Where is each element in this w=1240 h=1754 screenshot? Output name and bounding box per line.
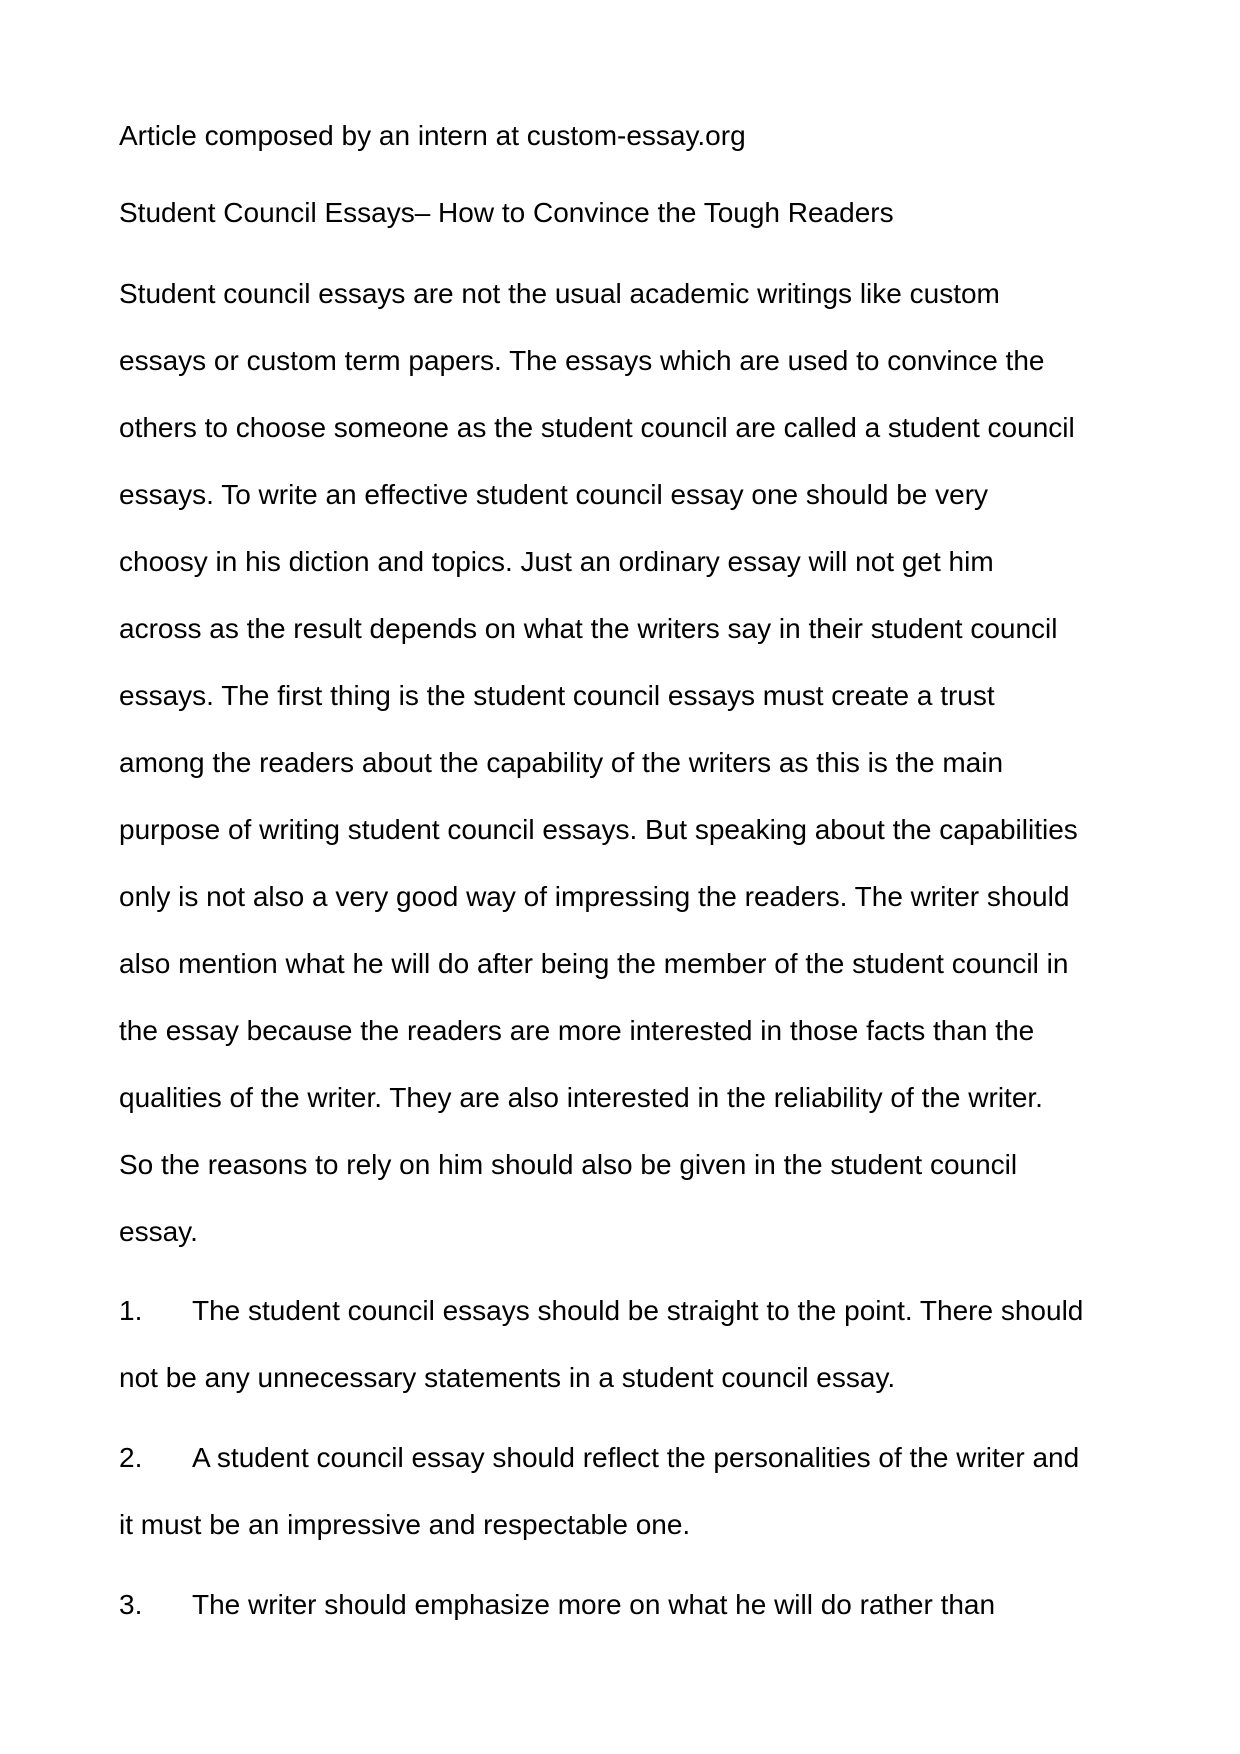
list-item-text: A student council essay should reflect the personalities of the writer and [192,1442,1080,1473]
list-item-continuation: not be any unnecessary statements in a student council essay. [119,1362,896,1393]
attribution-line: Article composed by an intern at custom-essay.org [119,120,746,151]
list-item-continuation: it must be an impressive and respectable one. [119,1509,691,1540]
body-line: qualities of the writer. They are also interested in the reliability of the writer. [119,1082,1043,1113]
body-line: essays. To write an effective student council essay one should be very [119,479,989,510]
article-title: Student Council Essays– How to Convince the Tough Readers [119,197,894,228]
body-line: choosy in his diction and topics. Just an ordinary essay will not get him [119,546,994,577]
body-line: essays. The first thing is the student council essays must create a trust [119,680,995,711]
body-line: essay. [119,1216,198,1247]
body-line: essays or custom term papers. The essays which are used to convince the [119,345,1045,376]
list-item-number: 1. [119,1295,143,1326]
body-line: So the reasons to rely on him should also be given in the student council [119,1149,1018,1180]
body-line: Student council essays are not the usual academic writings like custom [119,278,1000,309]
body-line: among the readers about the capability of the writers as this is the main [119,747,1004,778]
list-item-text: The student council essays should be straight to the point. There should [192,1295,1084,1326]
body-line: purpose of writing student council essays. But speaking about the capabilities [119,814,1078,845]
list-item-number: 3. [119,1589,143,1620]
body-line: the essay because the readers are more interested in those facts than the [119,1015,1035,1046]
list-item-number: 2. [119,1442,143,1473]
body-line: only is not also a very good way of impressing the readers. The writer should [119,881,1070,912]
body-line: others to choose someone as the student council are called a student council [119,412,1075,443]
body-line: also mention what he will do after being the member of the student council in [119,948,1069,979]
list-item-text: The writer should emphasize more on what he will do rather than [192,1589,996,1620]
body-line: across as the result depends on what the writers say in their student council [119,613,1058,644]
